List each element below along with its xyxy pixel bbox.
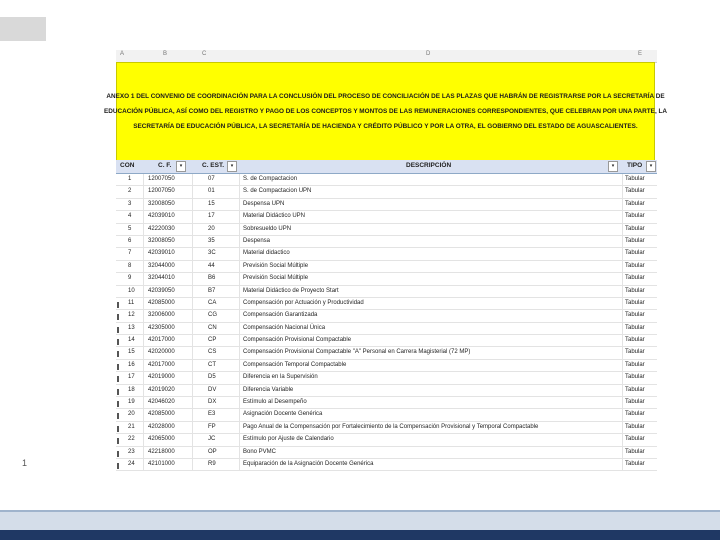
table-header (116, 160, 657, 174)
table-row (116, 261, 657, 273)
row-marker (117, 314, 119, 320)
banner-line: EDUCACIÓN PÚBLICA, ASÍ COMO DEL REGISTRO Y PAGO DE LOS CONCEPTOS Y MONTOS DE LAS REMUNERACIONES CORRESPONDIENTES, QUE CELEBRAN POR UNA PARTE, LA (103, 108, 668, 115)
gridline (239, 248, 240, 259)
gridline (143, 199, 144, 210)
cell-tipo: Tabular (625, 411, 645, 418)
cell-descripcion: Bono PVMC (243, 448, 277, 455)
cell-cf: 42305000 (148, 324, 175, 331)
gridline (622, 323, 623, 334)
cell-tipo: Tabular (625, 262, 645, 269)
cell-cf: 42039050 (148, 287, 175, 294)
cell-con: 7 (128, 250, 132, 257)
table-row (116, 224, 657, 236)
cell-con: 14 (128, 337, 135, 344)
cell-tipo: Tabular (625, 225, 645, 232)
gridline (143, 286, 144, 297)
cell-con: 16 (128, 361, 135, 368)
gridline (143, 459, 144, 470)
cell-con: 17 (128, 374, 135, 381)
cell-tipo: Tabular (625, 337, 645, 344)
gridline (143, 298, 144, 309)
cell-descripcion: Compensación Provisional Compactable "A" Personal en Carrera Magisterial (72 MP) (243, 349, 471, 356)
gridline (239, 385, 240, 396)
cell-cest: R9 (208, 460, 216, 467)
col-letter: E (638, 51, 643, 57)
gridline (143, 347, 144, 358)
gridline (239, 422, 240, 433)
gridline (143, 310, 144, 321)
cell-con: 20 (128, 411, 135, 418)
gridline (622, 174, 623, 185)
gridline (143, 409, 144, 420)
cell-cf: 42028000 (148, 423, 175, 430)
gridline (143, 174, 144, 185)
row-marker (117, 327, 119, 333)
cell-cest: 3C (208, 250, 216, 257)
gridline (239, 372, 240, 383)
cell-con: 18 (128, 386, 135, 393)
cell-tipo: Tabular (625, 312, 645, 319)
title-banner (103, 62, 668, 161)
gridline (622, 224, 623, 235)
gridline (622, 372, 623, 383)
gridline (239, 323, 240, 334)
cell-con: 21 (128, 423, 135, 430)
gridline (192, 347, 193, 358)
cell-cest: CG (208, 312, 217, 319)
cell-descripcion: Estímulo por Ajuste de Calendario (243, 436, 334, 443)
gridline (192, 186, 193, 197)
cell-tipo: Tabular (625, 324, 645, 331)
cell-con: 4 (128, 213, 132, 220)
col-letter: A (120, 51, 125, 57)
cell-con: 1 (128, 176, 132, 182)
cell-con: 19 (128, 399, 135, 406)
cell-cf: 32008050 (148, 237, 175, 244)
row-marker (117, 451, 119, 457)
gridline (239, 186, 240, 197)
gridline (239, 286, 240, 297)
col-letter: C (202, 51, 207, 57)
cell-cf: 42017000 (148, 337, 175, 344)
gridline (143, 397, 144, 408)
cell-cest: 35 (208, 237, 215, 244)
gridline (239, 224, 240, 235)
cell-descripcion: Despensa (243, 237, 271, 244)
table-row (116, 385, 657, 397)
cell-cest: JC (208, 436, 216, 443)
cell-descripcion: Despensa UPN (243, 200, 285, 207)
gridline (239, 397, 240, 408)
gridline (622, 459, 623, 470)
gridline (239, 310, 240, 321)
cell-cest: CN (208, 324, 217, 331)
cell-cest: B6 (208, 275, 216, 282)
gridline (192, 174, 193, 185)
gridline (143, 385, 144, 396)
spreadsheet-image (103, 50, 668, 467)
gridline (192, 224, 193, 235)
cell-cest: OP (208, 448, 217, 455)
cell-cf: 42085000 (148, 299, 175, 306)
cell-tipo: Tabular (625, 460, 645, 467)
cell-cf: 12007050 (148, 188, 175, 195)
gridline (192, 434, 193, 445)
gridline (143, 248, 144, 259)
gridline (192, 397, 193, 408)
table-row (116, 323, 657, 335)
corner-box (0, 17, 46, 41)
gridline (239, 174, 240, 185)
cell-con: 13 (128, 324, 135, 331)
row-marker (117, 413, 119, 419)
row-marker (117, 351, 119, 357)
table-row (116, 174, 657, 186)
cell-cf: 42085000 (148, 411, 175, 418)
cell-cest: D5 (208, 374, 216, 381)
gridline (239, 335, 240, 346)
cell-con: 5 (128, 225, 132, 232)
cell-descripcion: Diferencia Variable (243, 386, 294, 393)
gridline (192, 335, 193, 346)
table-row (116, 310, 657, 322)
cell-cf: 42039010 (148, 213, 175, 220)
gridline (192, 310, 193, 321)
cell-tipo: Tabular (625, 213, 645, 220)
gridline (192, 422, 193, 433)
table-row (116, 186, 657, 198)
cell-descripcion: Asignación Docente Genérica (243, 411, 323, 418)
cell-descripcion: Estímulo al Desempeño (243, 399, 307, 406)
cell-tipo: Tabular (625, 299, 645, 306)
row-marker (117, 463, 119, 469)
cell-descripcion: S. de Compactacion (243, 176, 298, 182)
gridline (622, 397, 623, 408)
table-row (116, 447, 657, 459)
cell-con: 2 (128, 188, 132, 195)
banner-line: SECRETARÍA DE EDUCACIÓN PÚBLICA, LA SECRETARÍA DE HACIENDA Y CRÉDITO PÚBLICO Y POR LA OTRA, EL GOBIERNO DEL ESTADO DE AGUASCALIENTES. (133, 123, 638, 130)
row-marker (117, 376, 119, 382)
cell-tipo: Tabular (625, 448, 645, 455)
gridline (192, 199, 193, 210)
gridline (143, 360, 144, 371)
cell-descripcion: Compensación Nacional Única (243, 324, 326, 331)
cell-descripcion: Equiparación de la Asignación Docente Genérica (243, 460, 374, 467)
cell-descripcion: S. de Compactacion UPN (243, 188, 312, 195)
cell-tipo: Tabular (625, 361, 645, 368)
cell-cest: 17 (208, 213, 215, 220)
cell-cf: 32044000 (148, 262, 175, 269)
table-row (116, 273, 657, 285)
cell-descripcion: Pago Anual de la Compensación por Fortalecimiento de la Compensación Provisional y Temporal Compactable (243, 423, 539, 430)
cell-cest: CP (208, 337, 217, 344)
cell-cf: 32008050 (148, 200, 175, 207)
footer-line (0, 510, 720, 512)
row-marker (117, 364, 119, 370)
cell-cf: 42218000 (148, 448, 175, 455)
filter-dropdown[interactable]: ▾ (176, 161, 186, 172)
cell-cf: 32044010 (148, 275, 175, 282)
cell-descripcion: Previsión Social Múltiple (243, 275, 309, 282)
gridline (239, 298, 240, 309)
gridline (192, 286, 193, 297)
row-marker (117, 339, 119, 345)
gridline (622, 360, 623, 371)
banner-line: ANEXO 1 DEL CONVENIO DE COORDINACIÓN PARA LA CONCLUSIÓN DEL PROCESO DE CONCILIACIÓN DE LAS PLAZAS QUE HABRÁN DE REGISTRARSE POR LA SECRETARÍA DE (106, 93, 665, 100)
gridline (192, 211, 193, 222)
gridline (622, 211, 623, 222)
gridline (239, 347, 240, 358)
gridline (239, 360, 240, 371)
gridline (239, 273, 240, 284)
cell-tipo: Tabular (625, 399, 645, 406)
gridline (622, 298, 623, 309)
cell-descripcion: Compensación Temporal Compactable (243, 361, 347, 368)
cell-tipo: Tabular (625, 287, 645, 294)
table-row (116, 409, 657, 421)
gridline (192, 323, 193, 334)
cell-cest: DV (208, 386, 217, 393)
cell-cf: 42017000 (148, 361, 175, 368)
row-marker (117, 389, 119, 395)
header-tipo: TIPO (627, 162, 643, 169)
cell-tipo: Tabular (625, 275, 645, 282)
col-letter: B (163, 51, 168, 57)
cell-tipo: Tabular (625, 200, 645, 207)
table-row (116, 211, 657, 223)
cell-cest: FP (208, 423, 216, 430)
cell-con: 3 (128, 200, 132, 207)
table-row (116, 199, 657, 211)
gridline (143, 224, 144, 235)
cell-tipo: Tabular (625, 349, 645, 356)
table-row (116, 298, 657, 310)
row-marker (117, 401, 119, 407)
filter-dropdown[interactable]: ▾ (227, 161, 237, 172)
cell-cest: 15 (208, 200, 215, 207)
gridline (239, 236, 240, 247)
cell-con: 12 (128, 312, 135, 319)
gridline (143, 372, 144, 383)
cell-cest: 07 (208, 176, 215, 182)
gridline (192, 447, 193, 458)
cell-cest: 44 (208, 262, 215, 269)
gridline (192, 409, 193, 420)
gridline (239, 409, 240, 420)
gridline (192, 261, 193, 272)
gridline (239, 459, 240, 470)
gridline (622, 186, 623, 197)
cell-cf: 42019000 (148, 374, 175, 381)
cell-tipo: Tabular (625, 436, 645, 443)
header-cf: C. F. (158, 162, 172, 169)
gridline (192, 459, 193, 470)
gridline (143, 236, 144, 247)
gridline (192, 273, 193, 284)
cell-con: 11 (128, 299, 135, 306)
row-marker (117, 302, 119, 308)
gridline (239, 211, 240, 222)
cell-cest: 20 (208, 225, 215, 232)
gridline (622, 385, 623, 396)
table-row (116, 422, 657, 434)
table-row (116, 397, 657, 409)
slide-number: 1 (22, 458, 28, 468)
filter-dropdown[interactable]: ▾ (646, 161, 656, 172)
gridline (622, 199, 623, 210)
gridline (143, 273, 144, 284)
gridline (239, 447, 240, 458)
cell-cf: 12007050 (148, 176, 175, 182)
gridline (239, 434, 240, 445)
gridline (622, 273, 623, 284)
gridline (143, 261, 144, 272)
gridline (143, 186, 144, 197)
cell-descripcion: Compensación por Actuación y Productividad (243, 299, 364, 306)
cell-cest: 01 (208, 188, 215, 195)
gridline (239, 261, 240, 272)
cell-tipo: Tabular (625, 423, 645, 430)
cell-descripcion: Diferencia en la Supervisión (243, 374, 318, 381)
cell-descripcion: Compensación Provisional Compactable (243, 337, 352, 344)
gridline (192, 298, 193, 309)
gridline (192, 372, 193, 383)
cell-descripcion: Compensación Garantizada (243, 312, 318, 319)
gridline (622, 447, 623, 458)
cell-tipo: Tabular (625, 237, 645, 244)
table-row (116, 286, 657, 298)
cell-cf: 32006000 (148, 312, 175, 319)
gridline (192, 360, 193, 371)
cell-descripcion: Sobresueldo UPN (243, 225, 292, 232)
gridline (622, 335, 623, 346)
gridline (192, 248, 193, 259)
cell-cest: CS (208, 349, 217, 356)
gridline (143, 323, 144, 334)
table-row (116, 335, 657, 347)
cell-con: 8 (128, 262, 132, 269)
gridline (622, 286, 623, 297)
table-row (116, 347, 657, 359)
table-row (116, 459, 657, 471)
cell-cest: E3 (208, 411, 216, 418)
filter-dropdown[interactable]: ▾ (608, 161, 618, 172)
gridline (622, 347, 623, 358)
cell-con: 9 (128, 275, 132, 282)
gridline (622, 236, 623, 247)
cell-cf: 42065000 (148, 436, 175, 443)
cell-tipo: Tabular (625, 374, 645, 381)
gridline (622, 310, 623, 321)
cell-con: 23 (128, 448, 135, 455)
cell-con: 10 (128, 287, 135, 294)
cell-cf: 42039010 (148, 250, 175, 257)
row-marker (117, 438, 119, 444)
col-letter: D (426, 51, 431, 57)
cell-cest: CA (208, 299, 217, 306)
table-row (116, 236, 657, 248)
row-marker (117, 426, 119, 432)
gridline (143, 422, 144, 433)
cell-tipo: Tabular (625, 250, 645, 257)
cell-cest: B7 (208, 287, 216, 294)
cell-con: 15 (128, 349, 135, 356)
cell-cf: 42020000 (148, 349, 175, 356)
gridline (143, 211, 144, 222)
cell-cf: 42046020 (148, 399, 175, 406)
cell-con: 22 (128, 436, 135, 443)
footer-bar (0, 530, 720, 540)
cell-tipo: Tabular (625, 176, 645, 182)
gridline (622, 248, 623, 259)
gridline (143, 447, 144, 458)
header-descripcion: DESCRIPCIÓN (406, 162, 452, 169)
cell-tipo: Tabular (625, 188, 645, 195)
gridline (143, 335, 144, 346)
cell-descripcion: Previsión Social Múltiple (243, 262, 309, 269)
gridline (622, 409, 623, 420)
cell-con: 6 (128, 237, 132, 244)
cell-descripcion: Material didactico (243, 250, 290, 257)
header-cest: C. EST. (202, 162, 225, 169)
cell-cf: 42019020 (148, 386, 175, 393)
gridline (239, 199, 240, 210)
table-row (116, 248, 657, 260)
cell-cf: 42101000 (148, 460, 175, 467)
header-con: CON (120, 162, 135, 169)
gridline (622, 422, 623, 433)
cell-cest: CT (208, 361, 216, 368)
cell-descripcion: Material Didáctico de Proyecto Start (243, 287, 339, 294)
gridline (192, 385, 193, 396)
table-row (116, 372, 657, 384)
cell-descripcion: Material Didáctico UPN (243, 213, 306, 220)
table-row (116, 434, 657, 446)
cell-cest: DX (208, 399, 217, 406)
table-body (116, 174, 657, 471)
gridline (622, 434, 623, 445)
table-row (116, 360, 657, 372)
cell-cf: 42220030 (148, 225, 175, 232)
gridline (622, 261, 623, 272)
gridline (143, 434, 144, 445)
cell-tipo: Tabular (625, 386, 645, 393)
cell-con: 24 (128, 460, 135, 467)
gridline (192, 236, 193, 247)
